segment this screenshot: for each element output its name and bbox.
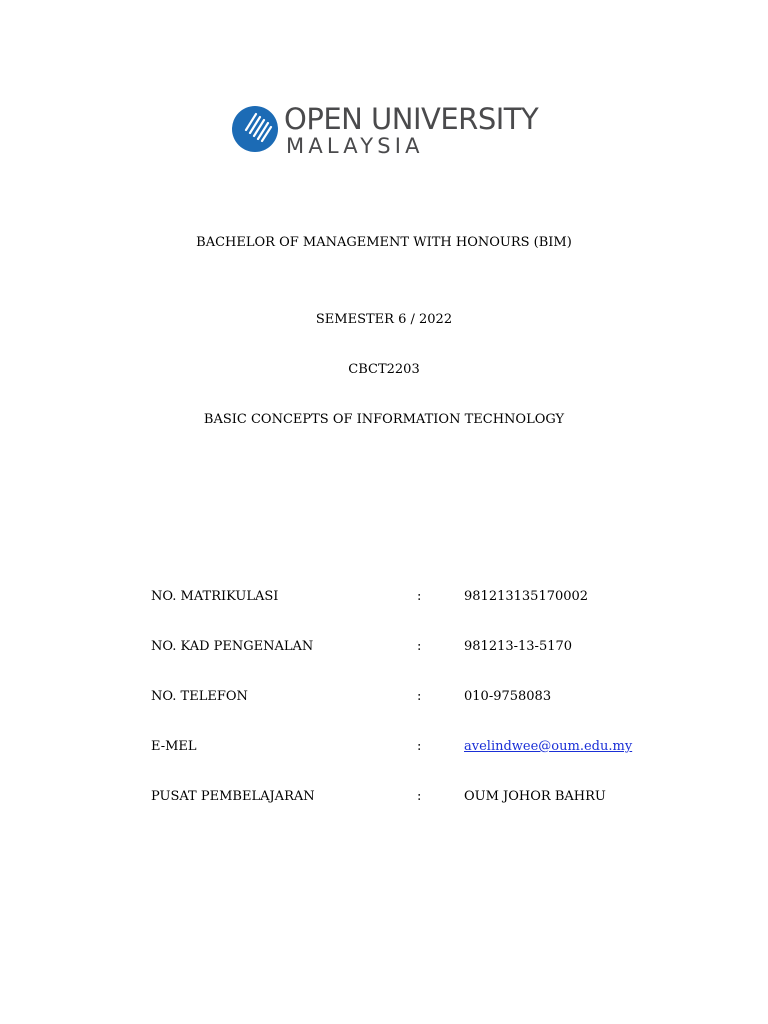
email-link[interactable]: avelindwee@oum.edu.my xyxy=(464,739,633,754)
detail-row-matric xyxy=(0,589,768,609)
detail-row-phone xyxy=(0,689,768,709)
detail-separator: : xyxy=(417,639,422,654)
detail-label: NO. TELEFON xyxy=(151,689,248,704)
detail-label: PUSAT PEMBELAJARAN xyxy=(151,789,315,804)
detail-label: NO. MATRIKULASI xyxy=(151,589,279,604)
detail-row-learning-centre xyxy=(0,789,768,809)
detail-value: OUM JOHOR BAHRU xyxy=(464,789,606,804)
detail-value: 010-9758083 xyxy=(464,689,552,704)
semester-title: SEMESTER 6 / 2022 xyxy=(315,312,453,327)
detail-label: NO. KAD PENGENALAN xyxy=(151,639,314,654)
course-code: CBCT2203 xyxy=(348,362,420,377)
detail-label: E-MEL xyxy=(151,739,197,754)
detail-separator: : xyxy=(417,739,422,754)
logo-wordmark-line1: OPEN UNIVERSITY xyxy=(284,102,539,136)
detail-row-ic xyxy=(0,639,768,659)
university-logo xyxy=(232,104,552,156)
detail-value: 981213-13-5170 xyxy=(464,639,573,654)
course-name: BASIC CONCEPTS OF INFORMATION TECHNOLOGY xyxy=(203,412,565,427)
detail-separator: : xyxy=(417,589,422,604)
programme-title: BACHELOR OF MANAGEMENT WITH HONOURS (BIM) xyxy=(196,235,572,250)
globe-logo-icon xyxy=(232,106,278,152)
detail-value: 981213135170002 xyxy=(464,589,589,604)
detail-separator: : xyxy=(417,689,422,704)
detail-separator: : xyxy=(417,789,422,804)
logo-wordmark-line2: MALAYSIA xyxy=(286,134,424,158)
detail-row-email xyxy=(0,739,768,759)
